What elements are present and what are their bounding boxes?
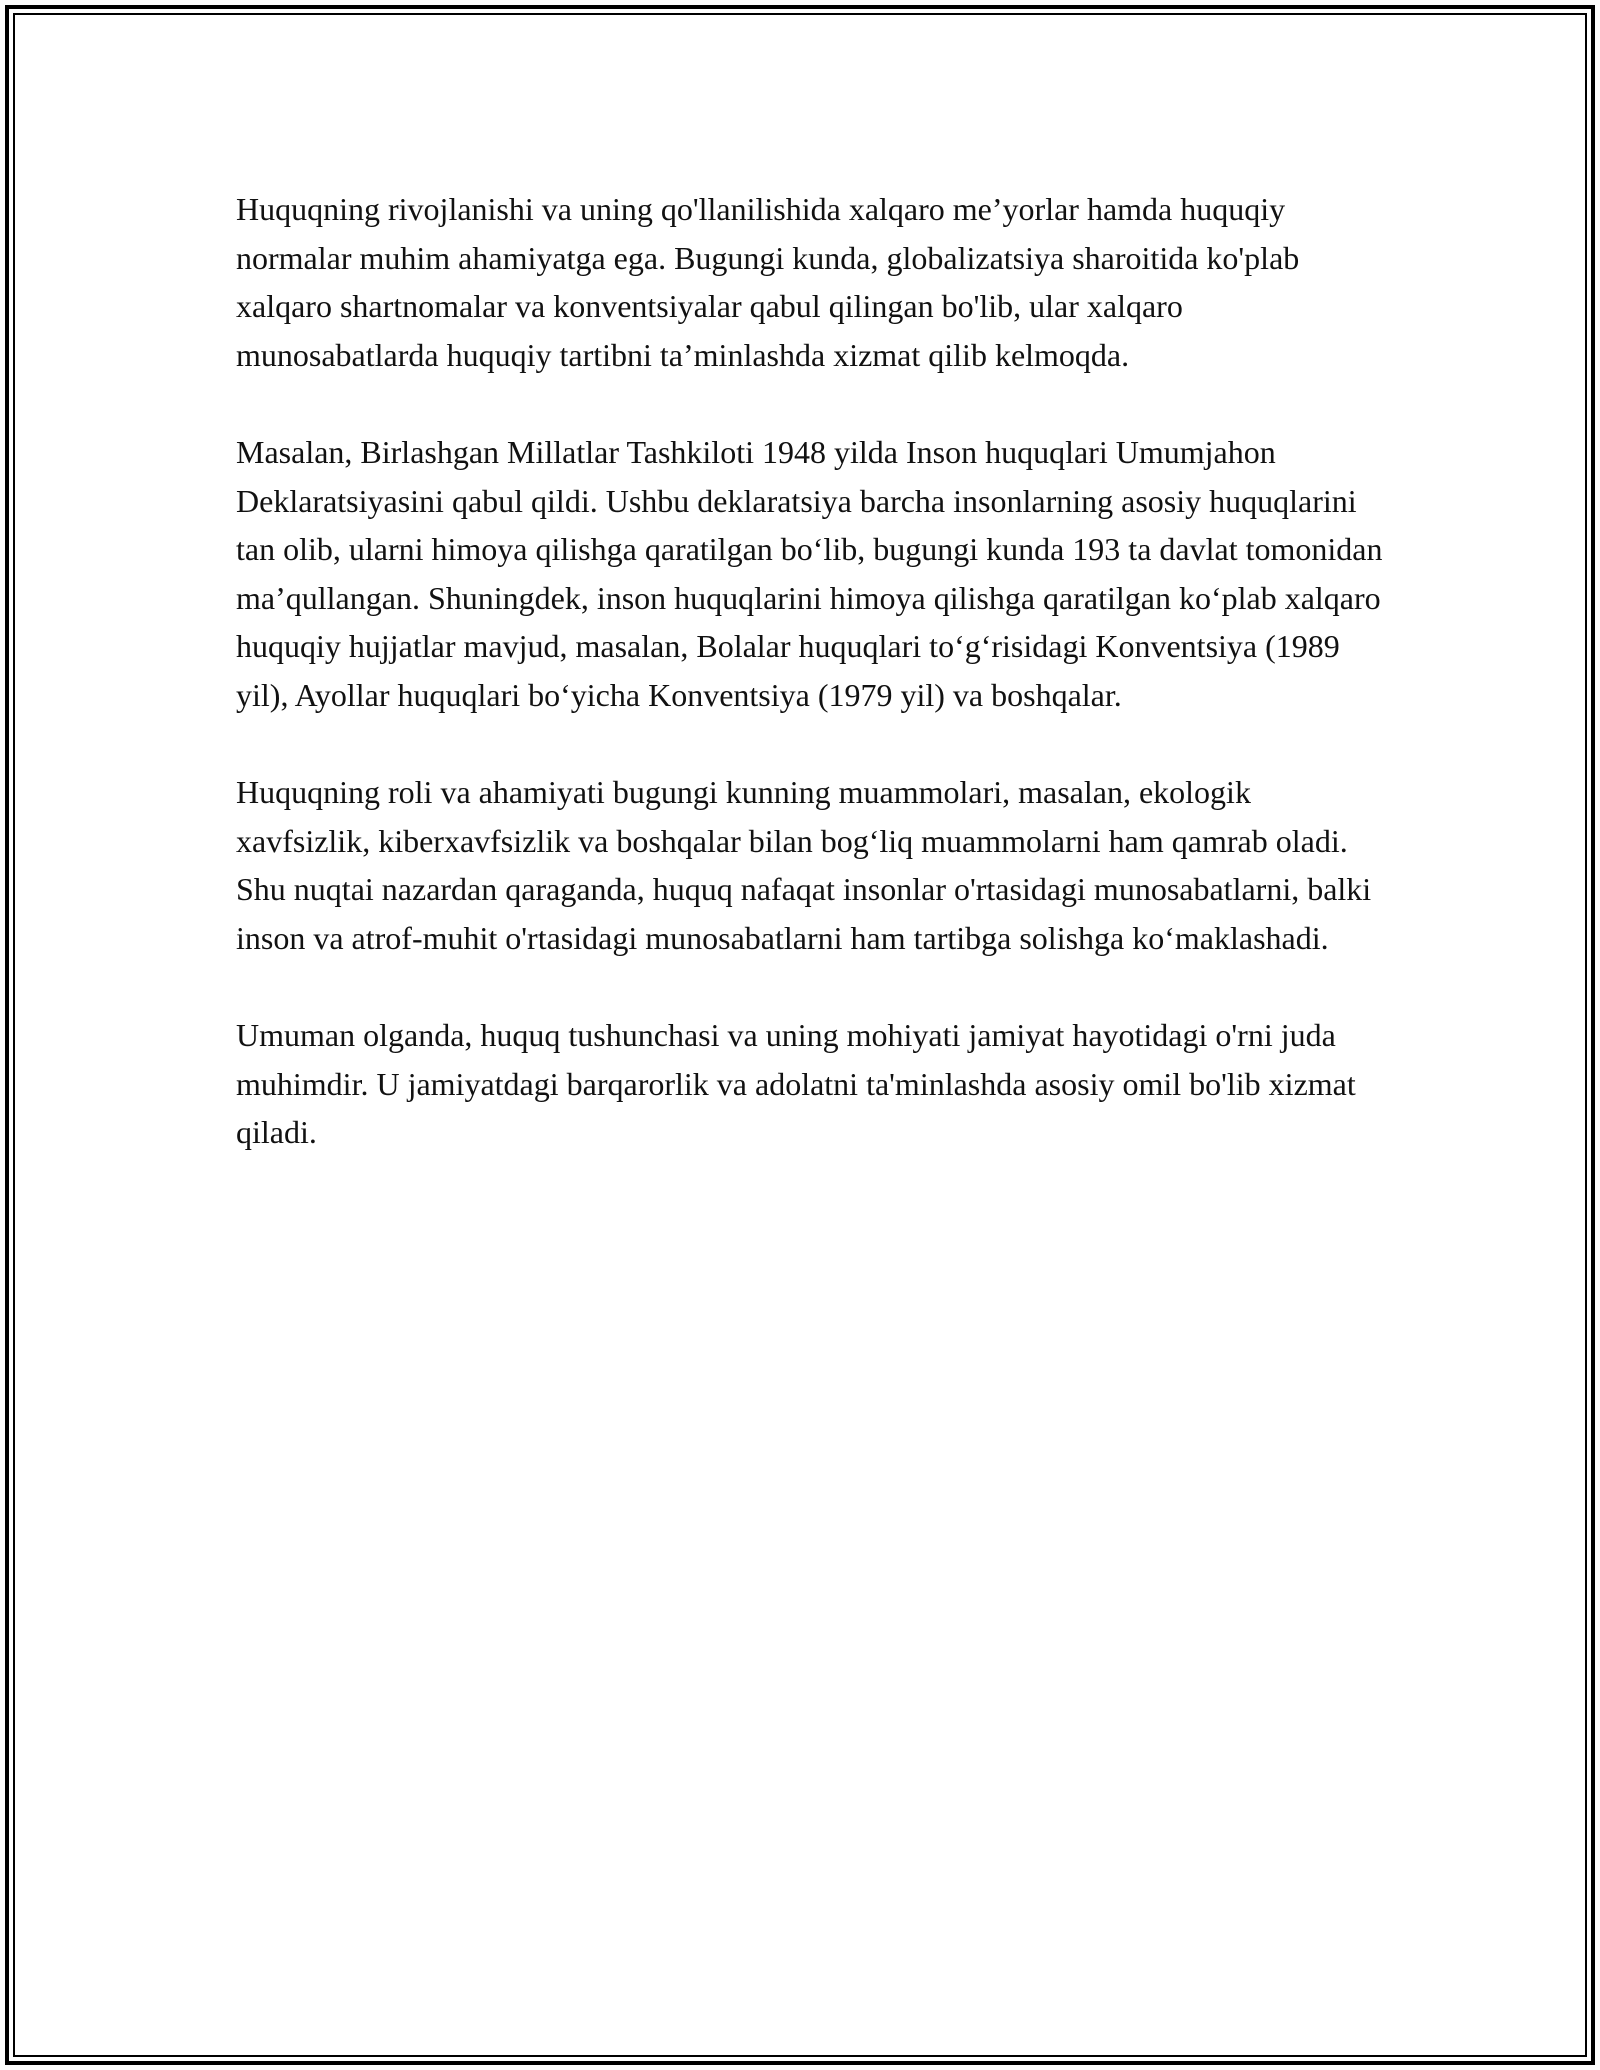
paragraph-3: Huquqning roli va ahamiyati bugungi kunning muammolari, masalan, ekologik xavfsizlik, kiberxavfsizlik va boshqalar bilan bog‘liq muammolarni ham qamrab oladi. Shu nuqtai nazardan qaraganda, huquq nafaqat insonlar o'rtasidagi munosabatlarni, balki inson va atrof-muhit o'rtasidagi munosabatlarni ham tartibga solishga ko‘maklashadi. <box>236 774 1372 956</box>
paragraph-4: Umuman olganda, huquq tushunchasi va uning mohiyati jamiyat hayotidagi o'rni juda muhimdir. U jamiyatdagi barqarorlik va adolatni ta'minlashda asosiy omil bo'lib xizmat qiladi. <box>236 1017 1356 1150</box>
paragraph-2: Masalan, Birlashgan Millatlar Tashkiloti 1948 yilda Inson huquqlari Umumjahon Deklaratsiyasini qabul qildi. Ushbu deklaratsiya barcha insonlarning asosiy huquqlarini tan olib, ularni himoya qilishga qaratilgan bo‘lib, bugungi kunda 193 ta davlat tomonidan ma’qullangan. Shuningdek, inson huquqlarini himoya qilishga qaratilgan ko‘plab xalqaro huquqiy hujjatlar mavjud, masalan, Bolalar huquqlari to‘g‘risidagi Konventsiya (1989 yil), Ayollar huquqlari bo‘yicha Konventsiya (1979 yil) va boshqalar. <box>236 434 1383 713</box>
paragraph-1: Huquqning rivojlanishi va uning qo'llanilishida xalqaro me’yorlar hamda huquqiy normalar muhim ahamiyatga ega. Bugungi kunda, globalizatsiya sharoitida ko'plab xalqaro shartnomalar va konventsiyalar qabul qilingan bo'lib, ular xalqaro munosabatlarda huquqiy tartibni ta’minlashda xizmat qilib kelmoqda. <box>236 191 1300 373</box>
document-body <box>236 185 1386 1206</box>
